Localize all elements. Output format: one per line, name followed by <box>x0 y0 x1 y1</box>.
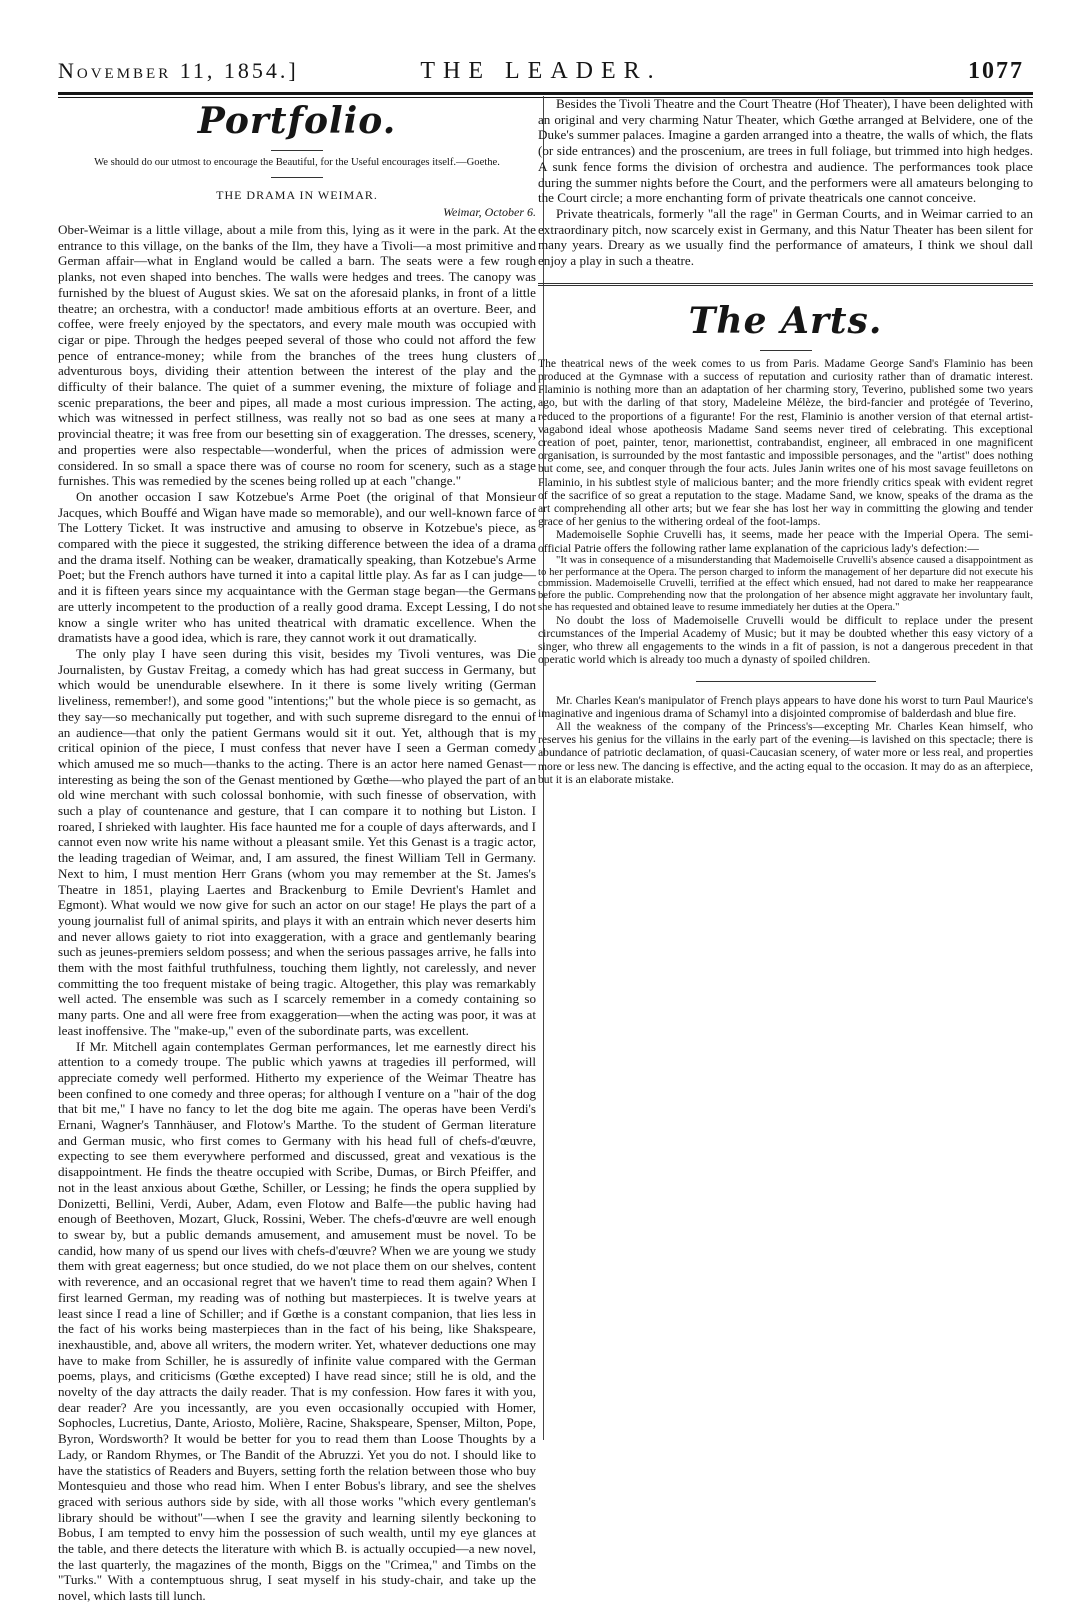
portfolio-motto: We should do our utmost to encourage the Beautiful, for the Useful encourages itself.—Goethe. <box>94 157 500 168</box>
arts-paragraph: Mr. Charles Kean's manipulator of French plays appears to have done his worst to turn Paul Maurice's imaginative and ingenious drama of Schamyl into a disjointed compromise of balderdash and blue fire. <box>538 693 1033 720</box>
article-paragraph: Besides the Tivoli Theatre and the Court Theatre (Hof Theater), I have been delighted with an original and very charming Natur Theater, which Gœthe arranged at Belvidere, one of the Duke's summer palaces. Imagine a garden arranged into a theatre, the walls of which, the flats (or side entrances) and the proscenium, are trees in full foliage, but trimmed into high hedges. A sunk fence forms the division of orchestra and audience. The performances took place during the summer nights before the Court, and the performers were all amateurs belonging to the Court circle; a more enchanting form of private theatricals one cannot conceive. <box>538 96 1033 206</box>
portfolio-heading: Portfolio. <box>197 100 397 142</box>
newspaper-title: THE LEADER. <box>420 58 662 84</box>
arts-heading: The Arts. <box>688 299 883 342</box>
left-column <box>58 96 536 1604</box>
article-paragraph: The only play I have seen during this visit, besides my Tivoli ventures, was Die Journalisten, by Gustav Freitag, a comedy which has had great success in Germany, but which would be unendurable elsewhere. In it there is some lively writing (German liveliness, remember!), and some good "intentions;" but the whole piece is so gemacht, as they say—so mechanically put together, and with such supreme disregard to the ennui of an audience—that only the patient Germans would sit it out. Yet, although that is my critical opinion of the piece, I must confess that never have I seen a German comedy which amused me so much—thanks to the acting. There is an actor here named Genast—interesting as being the son of the Genast mentioned by Gœthe—who played the part of an old wine merchant with such colossal bonhomie, with such finesse of observation, with such a play of countenance and gesture, that I can compare it to nothing but Liston. I roared, I shrieked with laughter. His face haunted me for a couple of days afterwards, and I cannot even now write his name without a pleasant smile. Yet this Genast is a tragic actor, the leading tragedian of Weimar, and, I am assured, the finest William Tell in Germany. Next to him, I must mention Herr Grans (whom you may remember at the St. James's Theatre in 1851, playing Laertes and Brackenburg to Emile Devrient's Hamlet and Egmont). What would we now give for such an actor on our stage! He plays the part of a young journalist full of animal spirits, and plays it with an entrain which never deserts him and never allows gaiety to riot into exaggeration, with a grace and gentlemanly bearing such as jeunes-premiers seldom possess; and when the serious passages arrive, he falls into them with the most faithful truthfulness, touching them lightly, not carelessly, and never committing the too frequent mistake of being tragic. Altogether, this play was remarkably well acted. The ensemble was such as I scarcely remember in a comedy containing so many parts. One and all were free from exaggeration—when the acting was poor, it was at least inoffensive. The "make-up," even of the subordinate parts, was excellent. <box>58 645 536 1038</box>
arts-paragraph: Mademoiselle Sophie Cruvelli has, it seems, made her peace with the Imperial Opera. The semi-official Patrie offers the following rather lame explanation of the capricious lady's defection:— <box>538 528 1033 555</box>
arts-heading-rule <box>760 350 812 351</box>
masthead <box>58 50 1024 92</box>
page-number: 1077 <box>968 58 1024 84</box>
arts-paragraph: All the weakness of the company of the Princess's—excepting Mr. Charles Kean himself, who reserves his genius for the villains in the early part of the evening—is lavished on this spectacle; there is abundance of patriotic declamation, of quasi-Caucasian scenery, of water more or less real, and properties more or less new. The dancing is effective, and the acting equal to the occasion. It may do as an afterpiece, but it is an elaborate mistake. <box>538 719 1033 786</box>
article-dateline: Weimar, October 6. <box>443 205 536 219</box>
section-rule <box>696 681 876 682</box>
arts-section <box>538 283 1033 786</box>
article-paragraph: Private theatricals, formerly "all the rage" in German Courts, and in Weimar carried to an extraordinary pitch, now scarcely exist in Germany, and this Natur Theater has been silent for many years. Dreary as we usually find the performance of amateurs, I think we shoul dall enjoy a play in such a theatre. <box>538 205 1033 269</box>
arts-paragraph: The theatrical news of the week comes to us from Paris. Madame George Sand's Flaminio has been produced at the Gymnase with a success of reputation and curiosity rather than of dramatic interest. Flaminio is nothing more than an adaptation of her charming story, Teverino, published some two years ago, but with the darling of that story, Madeleine Mélèze, the bird-fancier and protégée of Teverino, reduced to the proportions of a figurante! For the rest, Flaminio is another version of that eternal artist-vagabond ideal whose apotheosis Madame Sand seems never tired of celebrating. This exceptional creation of poet, painter, tenor, marionettist, contrabandist, engineer, all embraced in one magnificent organisation, is surrounded by the most fantastic and impossible personages, and the "artist" does nothing but come, see, and conquer through the four acts. Jules Janin writes one of his most savage feuilletons on Flaminio, in his subtlest style of malicious banter; and the more friendly critics speak with evident regret of the sacrifice of so great a reputation to the stage. Madame Sand, we know, speaks of the drama as the art comprehending all other arts; but we fear she has lost her way in committing the glowing and tender grace of her genius to the withering ordeal of the foot-lamps. <box>538 356 1033 529</box>
issue-date: November 11, 1854.] <box>58 58 299 83</box>
article-paragraph: Ober-Weimar is a little village, about a mile from this, lying as it were in the park. At the entrance to this village, on the banks of the Ilm, they have a Tivoli—a most primitive and German affair—what in England would be called a barn. The seats were a few rough planks, not even shaped into benches. The walls were hedges and trees. The canopy was furnished by the bluest of August skies. We sat on the aforesaid planks, in front of a little theatre; an orchestra, with a conductor! made ambitious efforts at an overture. Beer, and coffee, were freely enjoyed by the spectators, and every male mouth was occupied with cigar or pipe. Through the hedges peeped several of those who could not afford the few pence of entrance-money; while from the branches of the trees hung clusters of adventurous boys, dividing their attention between the interest of the play and the difficulty of their balance. The quiet of a summer evening, the mixture of foliage and scenic preparations, the beer and pipes, all made a most curious impression. The acting, which was witnessed in perfect stillness, was really not so bad as one sees at many a provincial theatre; it was free from our besetting sin of exaggeration. The dresses, scenery, and properties were also respectable—wonderful, when the prices of admission were considered. In so small a space there was of course no room for scenery, such as a stage furnishes. This was remedied by the scenes being rolled up at each "change." <box>58 222 536 489</box>
arts-paragraph: No doubt the loss of Mademoiselle Cruvelli would be difficult to replace under the present circumstances of the Imperial Academy of Music; but it may be doubted whether this easy victory of a singer, who threw all engagements to the winds in a fit of passion, is not a dangerous precedent in that operatic world which is already too much a dynasty of spoiled children. <box>538 613 1033 667</box>
right-column <box>538 96 1033 1440</box>
article-paragraph: On another occasion I saw Kotzebue's Arme Poet (the original of that Monsieur Jacques, which Bouffé and Wigan have made so memorable), and our well-known farce of The Lottery Ticket. It was instructive and amusing to observe in Kotzebue's piece, as compared with the piece it suggested, the striking difference between the idea of a drama and the drama itself. Nothing can be weaker, dramatically speaking, than Kotzebue's Arme Poet; but the French authors have turned it into a capital little play. As far as I can judge—and it is fifteen years since my acquaintance with the German stage began—the Germans are utterly incompetent to the production of a really good drama. Except Lessing, I do not know a single writer who has united theatrical with dramatic excellence. When the dramatists have a good idea, which is rare, they cannot work it out dramatically. <box>58 488 536 646</box>
masthead-rule <box>58 92 1033 95</box>
article-title: THE DRAMA IN WEIMAR. <box>216 188 378 202</box>
heading-rule <box>271 150 323 151</box>
motto-rule <box>271 177 323 178</box>
arts-quote: "It was in consequence of a misunderstanding that Mademoiselle Cruvelli's absence caused a disappointment as to her performance at the Opera. The person charged to inform the management of her departure did not execute his commission. Mademoiselle Cruvelli, terrified at the effect which ensued, had not dared to make her reappearance before the public. Comprehending now that the prolongation of her absence might aggravate her involuntary fault, she has requested and obtained leave to resume immediately her duties at the Opera." <box>538 554 1033 613</box>
article-paragraph: If Mr. Mitchell again contemplates German performances, let me earnestly direct his attention to a comedy troupe. The public which yawns at tragedies ill performed, will appreciate comedy well performed. Hitherto my experience of the Weimar Theatre has been confined to one comedy and three operas; for although I venture on a "hair of the dog that bit me," I have no fancy to let the dog bite me again. The operas have been Verdi's Ernani, Wagner's Tannhäuser, and Flotow's Marthe. To the student of German literature and German music, who first comes to Germany with his head full of chefs-d'œuvre, expecting to see them everywhere performed and discussed, great and vexatious is the disappointment. He finds the theatre occupied with Scribe, Dumas, or Birch Pfeiffer, and not in the least anxious about Gœthe, Schiller, or Lessing; he finds the opera supplied by Donizetti, Bellini, Verdi, Auber, Adam, even Flotow and Balfe—the public having had enough of Beethoven, Mozart, Gluck, Rossini, Weber. The chefs-d'œuvre are well enough to swear by, but a public demands amusement, and amusement must be novel. To be candid, how many of us spend our lives with chefs-d'œuvre? When we are young we study them with great eagerness; but once studied, do we not place them on our shelves, content with reverence, and an occasional regret that we haven't time to read them again? When I first learned German, my reading was of nothing but masterpieces. It is twelve years at least since I read a line of Schiller; and if Gœthe is a constant companion, that lies less in the fact of his works being masterpieces than in the fact of his being, like Shakspeare, inexhaustible, and, above all writers, the modern writer. Yet, whatever deductions one may have to make from Schiller, he is assuredly of infinite value compared with the German poems, plays, and criticisms (Gœthe excepted) I have read since; still he is old, and the novelty of the day attracts the daily reader. That is my confession. How fares it with you, dear reader? Are you incessantly, are you even occasionally occupied with Homer, Sophocles, Lucretius, Dante, Ariosto, Molière, Racine, Shakspeare, Spenser, Milton, Pope, Byron, Wordsworth? It would be better for you to read them than Loose Thoughts by a Lady, or Random Rhymes, or The Bandit of the Abruzzi. Yet you do not. I should like to have the statistics of Readers and Buyers, setting forth the relation between those who buy Montesquieu and those who read him. When I enter Bobus's library, and see the shelves graced with serious authors side by side, with all those works "which every gentleman's library should be without"—when I see the gravity and learning silently beckoning to Bobus, I am tempted to envy him the possession of such wealth, until my eye glances at the table, and there detects the literature with which B. is actually occupied—a new novel, the last quarterly, the magazines of the month, Biggs on the "Crimea," and Timbs on the "Turks." With a contemptuous shrug, I seat myself in his study-chair, and take up the novel, which lasts till lunch. <box>58 1038 536 1604</box>
